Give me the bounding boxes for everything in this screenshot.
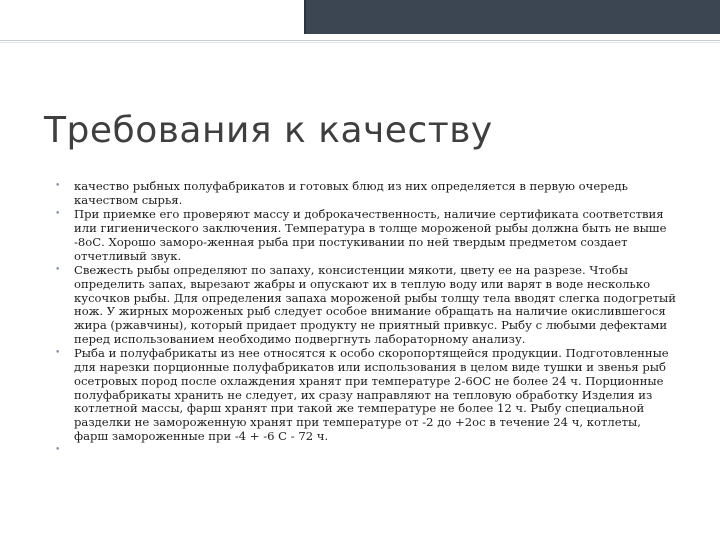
header-divider-light bbox=[0, 42, 720, 43]
bullet-icon: • bbox=[55, 209, 61, 220]
list-item-text: Рыба и полуфабрикаты из нее относятся к особо скоропортящейся продукции. Подготовленные для нарезки порционные полуфабрикатов или использования в целом виде тушки и звенья рыб осетровых пород после охлаждения хранят при температуре 2-6ОС не более 24 ч. Порционные полуфабрикаты хранить не следует, их сразу направляют на тепловую обработку Изделия из котлетной массы, фарш хранят при такой же температуре не более 12 ч. Рыбу специальной разделки не замороженную хранят при температуре от -2 до +2ос в течение 24 ч, котлеты, фарш замороженные при -4 + -6 С - 72 ч. bbox=[74, 346, 669, 443]
bullet-list bbox=[52, 180, 678, 459]
header-divider bbox=[0, 40, 720, 41]
list-item bbox=[52, 180, 678, 207]
header-accent-bar bbox=[304, 0, 720, 34]
bullet-icon: • bbox=[55, 265, 61, 276]
header-accent-edge bbox=[304, 0, 306, 34]
list-item-empty bbox=[52, 444, 678, 458]
list-item bbox=[52, 264, 678, 346]
list-item bbox=[52, 347, 678, 443]
list-item bbox=[52, 208, 678, 263]
bullet-icon: • bbox=[55, 348, 61, 359]
slide-title: Требования к качеству bbox=[44, 110, 493, 151]
list-item-text: качество рыбных полуфабрикатов и готовых блюд из них определяется в первую очередь качеством сырья. bbox=[74, 179, 628, 207]
list-item-text: Свежесть рыбы определяют по запаху, консистенции мякоти, цвету ее на разрезе. Чтобы определить запах, вырезают жабры и опускают их в теплую воду или варят в воде несколько кусочков рыбы. Для определения запаха мороженой рыбы толщу тела вводят слегка подогретый нож. У жирных мороженых рыб следует особое внимание обращать на наличие окислившегося жира (ржавчины), который придает продукту не приятный привкус. Рыбу с любыми дефектами перед использованием необходимо подвергнуть лабораторному анализу. bbox=[74, 263, 676, 346]
list-item-text: При приемке его проверяют массу и доброкачественность, наличие сертификата соответствия или гигиенического заключения. Температура в толще мороженой рыбы должна быть не выше -8оС. Хорошо заморо-женная рыба при постукивании по ней твердым предметом создает отчетливый звук. bbox=[74, 207, 667, 263]
bullet-icon: • bbox=[55, 181, 61, 191]
bullet-icon: • bbox=[55, 445, 61, 456]
